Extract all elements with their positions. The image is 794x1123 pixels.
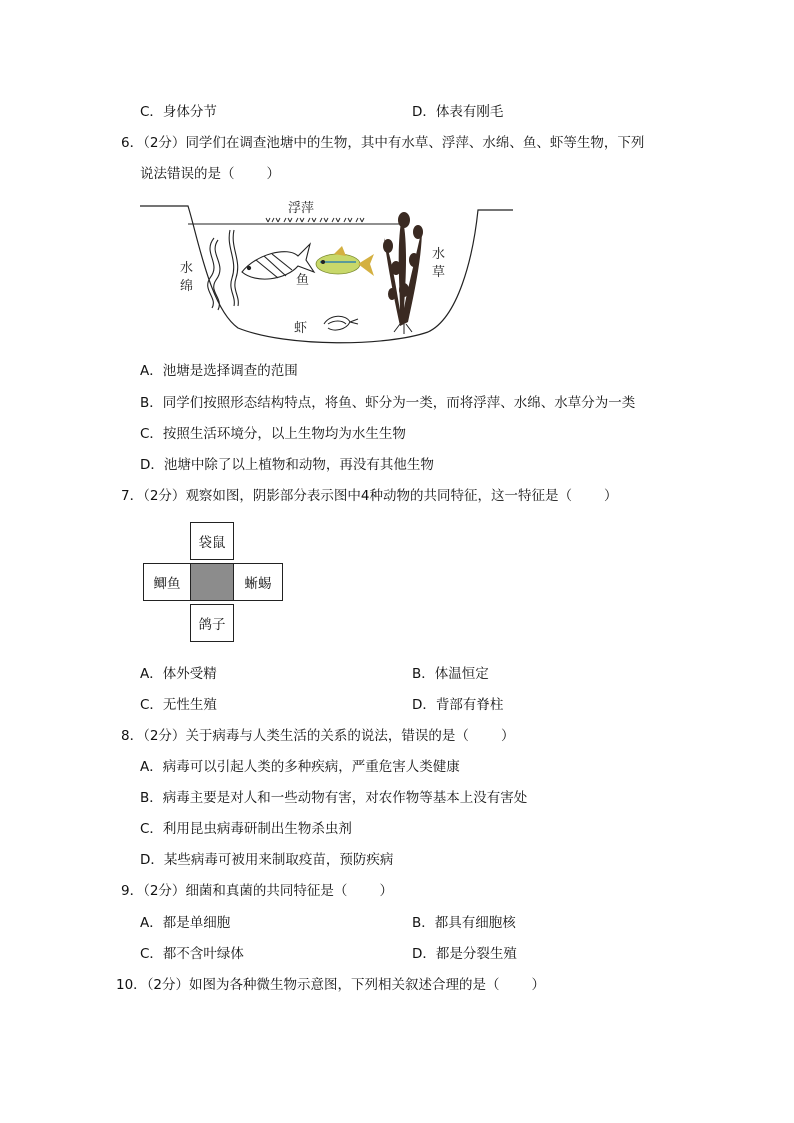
- q8-score: （2分）: [143, 728, 186, 744]
- q10-stem-text: 如图为各种微生物示意图，下列相关叙述合理的是（: [189, 977, 500, 993]
- shrimp-icon: [324, 316, 358, 330]
- q6-option-b: B．同学们按照形态结构特点，将鱼、虾分为一类，而将浮萍、水绵、水草分为一类: [140, 395, 636, 411]
- q8-number: 8．: [121, 728, 144, 744]
- q7-option-b: B．体温恒定: [412, 666, 489, 682]
- q8-stem: [121, 727, 514, 745]
- q7-paren-close: ）: [604, 488, 618, 504]
- label-shuimian-1: 水: [180, 261, 194, 276]
- q9-option-a: A．都是单细胞: [140, 915, 231, 931]
- cell-top: 袋鼠: [190, 522, 234, 560]
- q6-score: （2分）: [143, 135, 186, 151]
- cell-right: 蜥蜴: [233, 563, 283, 601]
- label-xia: 虾: [294, 321, 308, 336]
- pond-figure: [138, 198, 518, 348]
- q6-option-c: C．按照生活环境分，以上生物均为水生生物: [140, 426, 406, 442]
- label-yu: 鱼: [296, 273, 310, 288]
- q8-paren-close: ）: [500, 728, 515, 744]
- q5-option-d: D．体表有刚毛: [412, 104, 504, 120]
- spirogyra-icon: [208, 230, 239, 310]
- q7-stem: [121, 487, 618, 505]
- q6-option-d: D．池塘中除了以上植物和动物，再没有其他生物: [140, 457, 434, 473]
- q9-option-c: C．都不含叶绿体: [140, 946, 244, 962]
- label-shuicao-2: 草: [432, 265, 446, 280]
- q6-paren-close: ）: [266, 166, 280, 182]
- q9-option-d: D．都是分裂生殖: [412, 946, 517, 962]
- animal-cross-figure: [143, 522, 283, 644]
- q8-option-a: A．病毒可以引起人类的多种疾病，严重危害人类健康: [140, 759, 460, 775]
- cell-bottom: 鸽子: [190, 604, 234, 642]
- q8-option-b: B．病毒主要是对人和一些动物有害，对农作物等基本上没有害处: [140, 790, 528, 806]
- q9-number: 9．: [121, 883, 144, 899]
- q9-option-b: B．都具有细胞核: [412, 915, 516, 931]
- q10-score: （2分）: [146, 977, 190, 993]
- pond-outline: [140, 206, 513, 343]
- label-shuimian-2: 绵: [180, 279, 194, 294]
- q6-stem-text: 同学们在调查池塘中的生物，其中有水草、浮萍、水绵、鱼、虾等生物，下列: [185, 135, 645, 151]
- q6-option-a: A．池塘是选择调查的范围: [140, 363, 298, 379]
- cell-shaded-center: [190, 563, 234, 601]
- q6-stem-line1: [121, 134, 644, 152]
- q7-option-a: A．体外受精: [140, 666, 217, 682]
- q10-number: 10．: [116, 977, 147, 993]
- label-shuicao-1: 水: [432, 247, 446, 262]
- q6-number: 6．: [121, 135, 144, 151]
- q9-score: （2分）: [143, 883, 186, 899]
- q8-option-c: C．利用昆虫病毒研制出生物杀虫剂: [140, 821, 352, 837]
- q8-option-d: D．某些病毒可被用来制取疫苗，预防疾病: [140, 852, 394, 868]
- q5-option-c: C．身体分节: [140, 104, 217, 120]
- water-weed-icon: [383, 212, 423, 334]
- q7-score: （2分）: [143, 488, 186, 504]
- fish-photo-icon: [316, 246, 374, 276]
- q7-number: 7．: [121, 488, 144, 504]
- q6-stem-line2: [140, 165, 280, 183]
- q7-option-d: D．背部有脊柱: [412, 697, 504, 713]
- q8-stem-text: 关于病毒与人类生活的关系的说法，错误的是（: [185, 728, 469, 744]
- label-fuping: 浮萍: [288, 201, 315, 216]
- q9-stem-text: 细菌和真菌的共同特征是（: [185, 883, 348, 899]
- q9-paren-close: ）: [379, 883, 393, 899]
- q7-option-c: C．无性生殖: [140, 697, 217, 713]
- q6-stem-text-2: 说法错误的是（: [140, 166, 235, 182]
- q7-stem-text: 观察如图，阴影部分表示图中4种动物的共同特征，这一特征是（: [185, 488, 573, 504]
- cell-left: 鲫鱼: [143, 563, 191, 601]
- duckweed-icon: [266, 218, 364, 222]
- q9-stem: [121, 882, 393, 900]
- q10-paren-close: ）: [531, 977, 546, 993]
- q10-stem: [116, 976, 545, 994]
